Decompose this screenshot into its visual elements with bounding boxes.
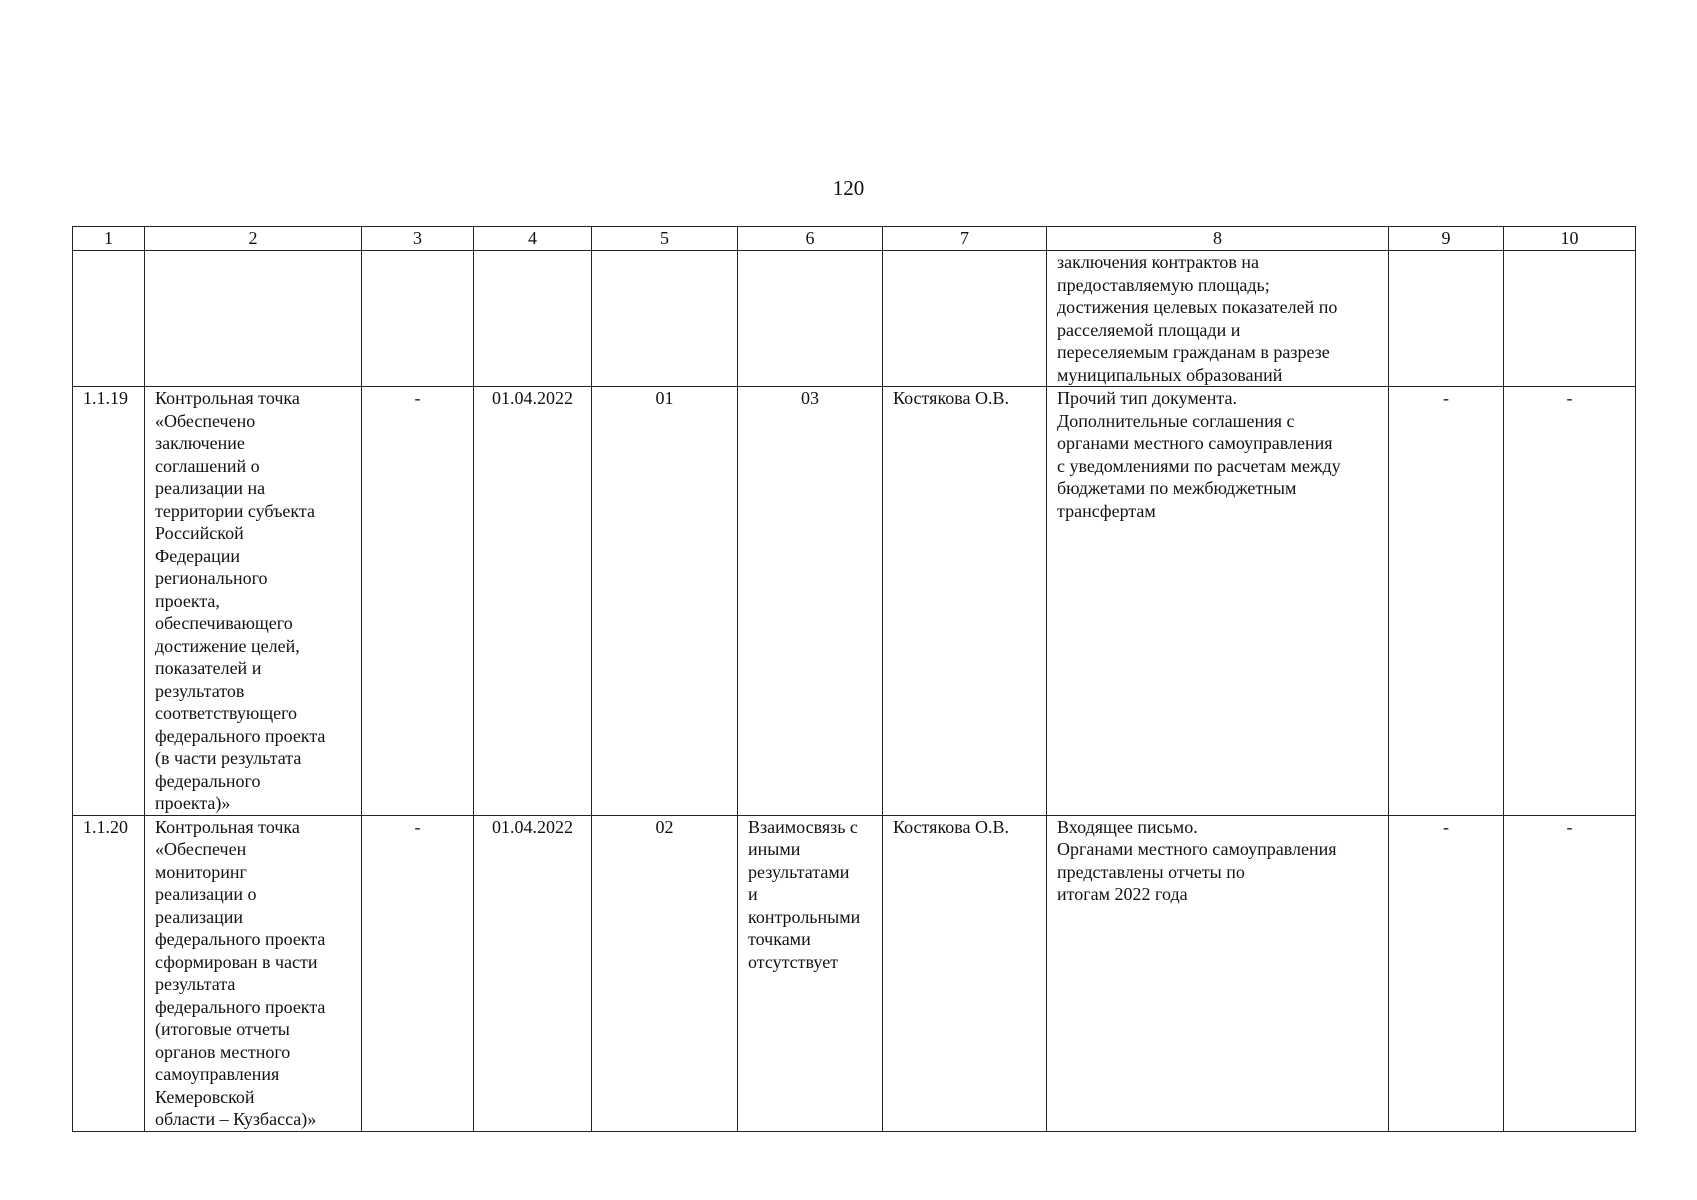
- text-line: Входящее письмо.: [1057, 816, 1198, 837]
- text-line: бюджетами по межбюджетным: [1057, 478, 1297, 498]
- cell-col3: -: [362, 815, 474, 1131]
- text-line: контрольными: [748, 906, 861, 927]
- text-line: отсутствует: [748, 951, 839, 972]
- continuation-row: [73, 251, 1636, 387]
- text-line: Контрольная точка: [155, 816, 300, 837]
- text-line: федерального: [155, 770, 261, 791]
- header-cell-4: 4: [474, 227, 592, 251]
- cell-name: [145, 387, 362, 816]
- text-line: и: [748, 884, 758, 904]
- cell-document: [1047, 815, 1389, 1131]
- text-line: проекта,: [155, 590, 220, 611]
- cell-col10: -: [1504, 387, 1636, 816]
- header-cell-6: 6: [738, 227, 883, 251]
- text-line: заключения контрактов на: [1057, 252, 1259, 272]
- cell-empty: [883, 251, 1047, 387]
- cell-empty: [362, 251, 474, 387]
- cell-col10: -: [1504, 815, 1636, 1131]
- text-line: области – Кузбасса)»: [155, 1109, 317, 1129]
- cell-col5: 02: [592, 815, 738, 1131]
- text-line: соглашений о: [155, 455, 260, 476]
- text-line: органами местного самоуправления: [1057, 433, 1333, 453]
- header-cell-8: 8: [1047, 227, 1389, 251]
- text-line: федерального проекта: [155, 725, 326, 746]
- text-line: результата: [155, 974, 236, 994]
- text-line: мониторинг: [155, 861, 247, 882]
- text-line: «Обеспечено: [155, 410, 256, 431]
- cell-empty: [1389, 251, 1504, 387]
- text-line: реализации на: [155, 478, 266, 498]
- text-line: федерального проекта: [155, 929, 326, 949]
- table-row: [73, 815, 1636, 1131]
- text-line: Российской: [155, 523, 244, 543]
- text-line: трансфертам: [1057, 500, 1156, 521]
- cell-empty: [145, 251, 362, 387]
- cell-date: 01.04.2022: [474, 387, 592, 816]
- cell-empty: [1504, 251, 1636, 387]
- text-line: результатов: [155, 680, 245, 701]
- text-line: иными: [748, 839, 801, 859]
- text-line: итогам 2022 года: [1057, 884, 1188, 904]
- text-line: самоуправления: [155, 1064, 280, 1084]
- text-line: результатами: [748, 861, 850, 882]
- text-line: показателей и: [155, 658, 262, 678]
- text-line: с уведомлениями по расчетам между: [1057, 455, 1341, 476]
- header-row: [73, 227, 1636, 251]
- cell-col6: [738, 815, 883, 1131]
- text-line: (в части результата: [155, 748, 302, 768]
- text-line: достижение целей,: [155, 635, 300, 656]
- text-line: заключение: [155, 433, 245, 453]
- text-line: предоставляемую площадь;: [1057, 274, 1270, 295]
- cell-empty: [474, 251, 592, 387]
- header-cell-1: 1: [73, 227, 145, 251]
- text-line: переселяемым гражданам в разрезе: [1057, 342, 1330, 362]
- cell-responsible: Костякова О.В.: [883, 387, 1047, 816]
- text-line: федерального проекта: [155, 996, 326, 1017]
- header-cell-2: 2: [145, 227, 362, 251]
- header-cell-7: 7: [883, 227, 1047, 251]
- text-line: реализации о: [155, 884, 257, 904]
- text-line: проекта)»: [155, 793, 231, 813]
- table-row: [73, 387, 1636, 816]
- cell-col9: -: [1389, 387, 1504, 816]
- text-line: Прочий тип документа.: [1057, 388, 1237, 408]
- cell-col6: [738, 387, 883, 816]
- header-cell-9: 9: [1389, 227, 1504, 251]
- cell-date: 01.04.2022: [474, 815, 592, 1131]
- text-line: муниципальных образований: [1057, 364, 1283, 385]
- text-line: территории субъекта: [155, 500, 315, 521]
- text-line: Органами местного самоуправления: [1057, 839, 1337, 859]
- text-line: (итоговые отчеты: [155, 1019, 290, 1039]
- header-cell-5: 5: [592, 227, 738, 251]
- cell-responsible: Костякова О.В.: [883, 815, 1047, 1131]
- text-line: органов местного: [155, 1041, 291, 1062]
- text-line: сформирован в части: [155, 951, 318, 972]
- cell-name: [145, 815, 362, 1131]
- page-number: 120: [832, 176, 865, 200]
- text-line: представлены отчеты по: [1057, 861, 1245, 882]
- cell-document-continued: [1047, 251, 1389, 387]
- cell-col3: -: [362, 387, 474, 816]
- cell-col5: 01: [592, 387, 738, 816]
- text-line: Контрольная точка: [155, 388, 300, 408]
- cell-col9: -: [1389, 815, 1504, 1131]
- header-cell-3: 3: [362, 227, 474, 251]
- cell-empty: [73, 251, 145, 387]
- cell-number: 1.1.19: [73, 387, 145, 816]
- text-line: соответствующего: [155, 703, 298, 723]
- text-line: обеспечивающего: [155, 613, 293, 633]
- header-cell-10: 10: [1504, 227, 1636, 251]
- cell-empty: [738, 251, 883, 387]
- text-line: Федерации: [155, 545, 241, 566]
- control-points-table: [72, 226, 1636, 1132]
- text-line: расселяемой площади и: [1057, 319, 1241, 340]
- text-line: 03: [801, 388, 819, 408]
- cell-document: [1047, 387, 1389, 816]
- text-line: Взаимосвязь с: [748, 816, 858, 837]
- text-line: Дополнительные соглашения с: [1057, 410, 1295, 431]
- text-line: точками: [748, 929, 811, 949]
- text-line: регионального: [155, 568, 268, 588]
- text-line: достижения целевых показателей по: [1057, 297, 1338, 317]
- text-line: реализации: [155, 906, 243, 927]
- cell-number: 1.1.20: [73, 815, 145, 1131]
- text-line: «Обеспечен: [155, 839, 247, 859]
- text-line: Кемеровской: [155, 1086, 255, 1107]
- cell-empty: [592, 251, 738, 387]
